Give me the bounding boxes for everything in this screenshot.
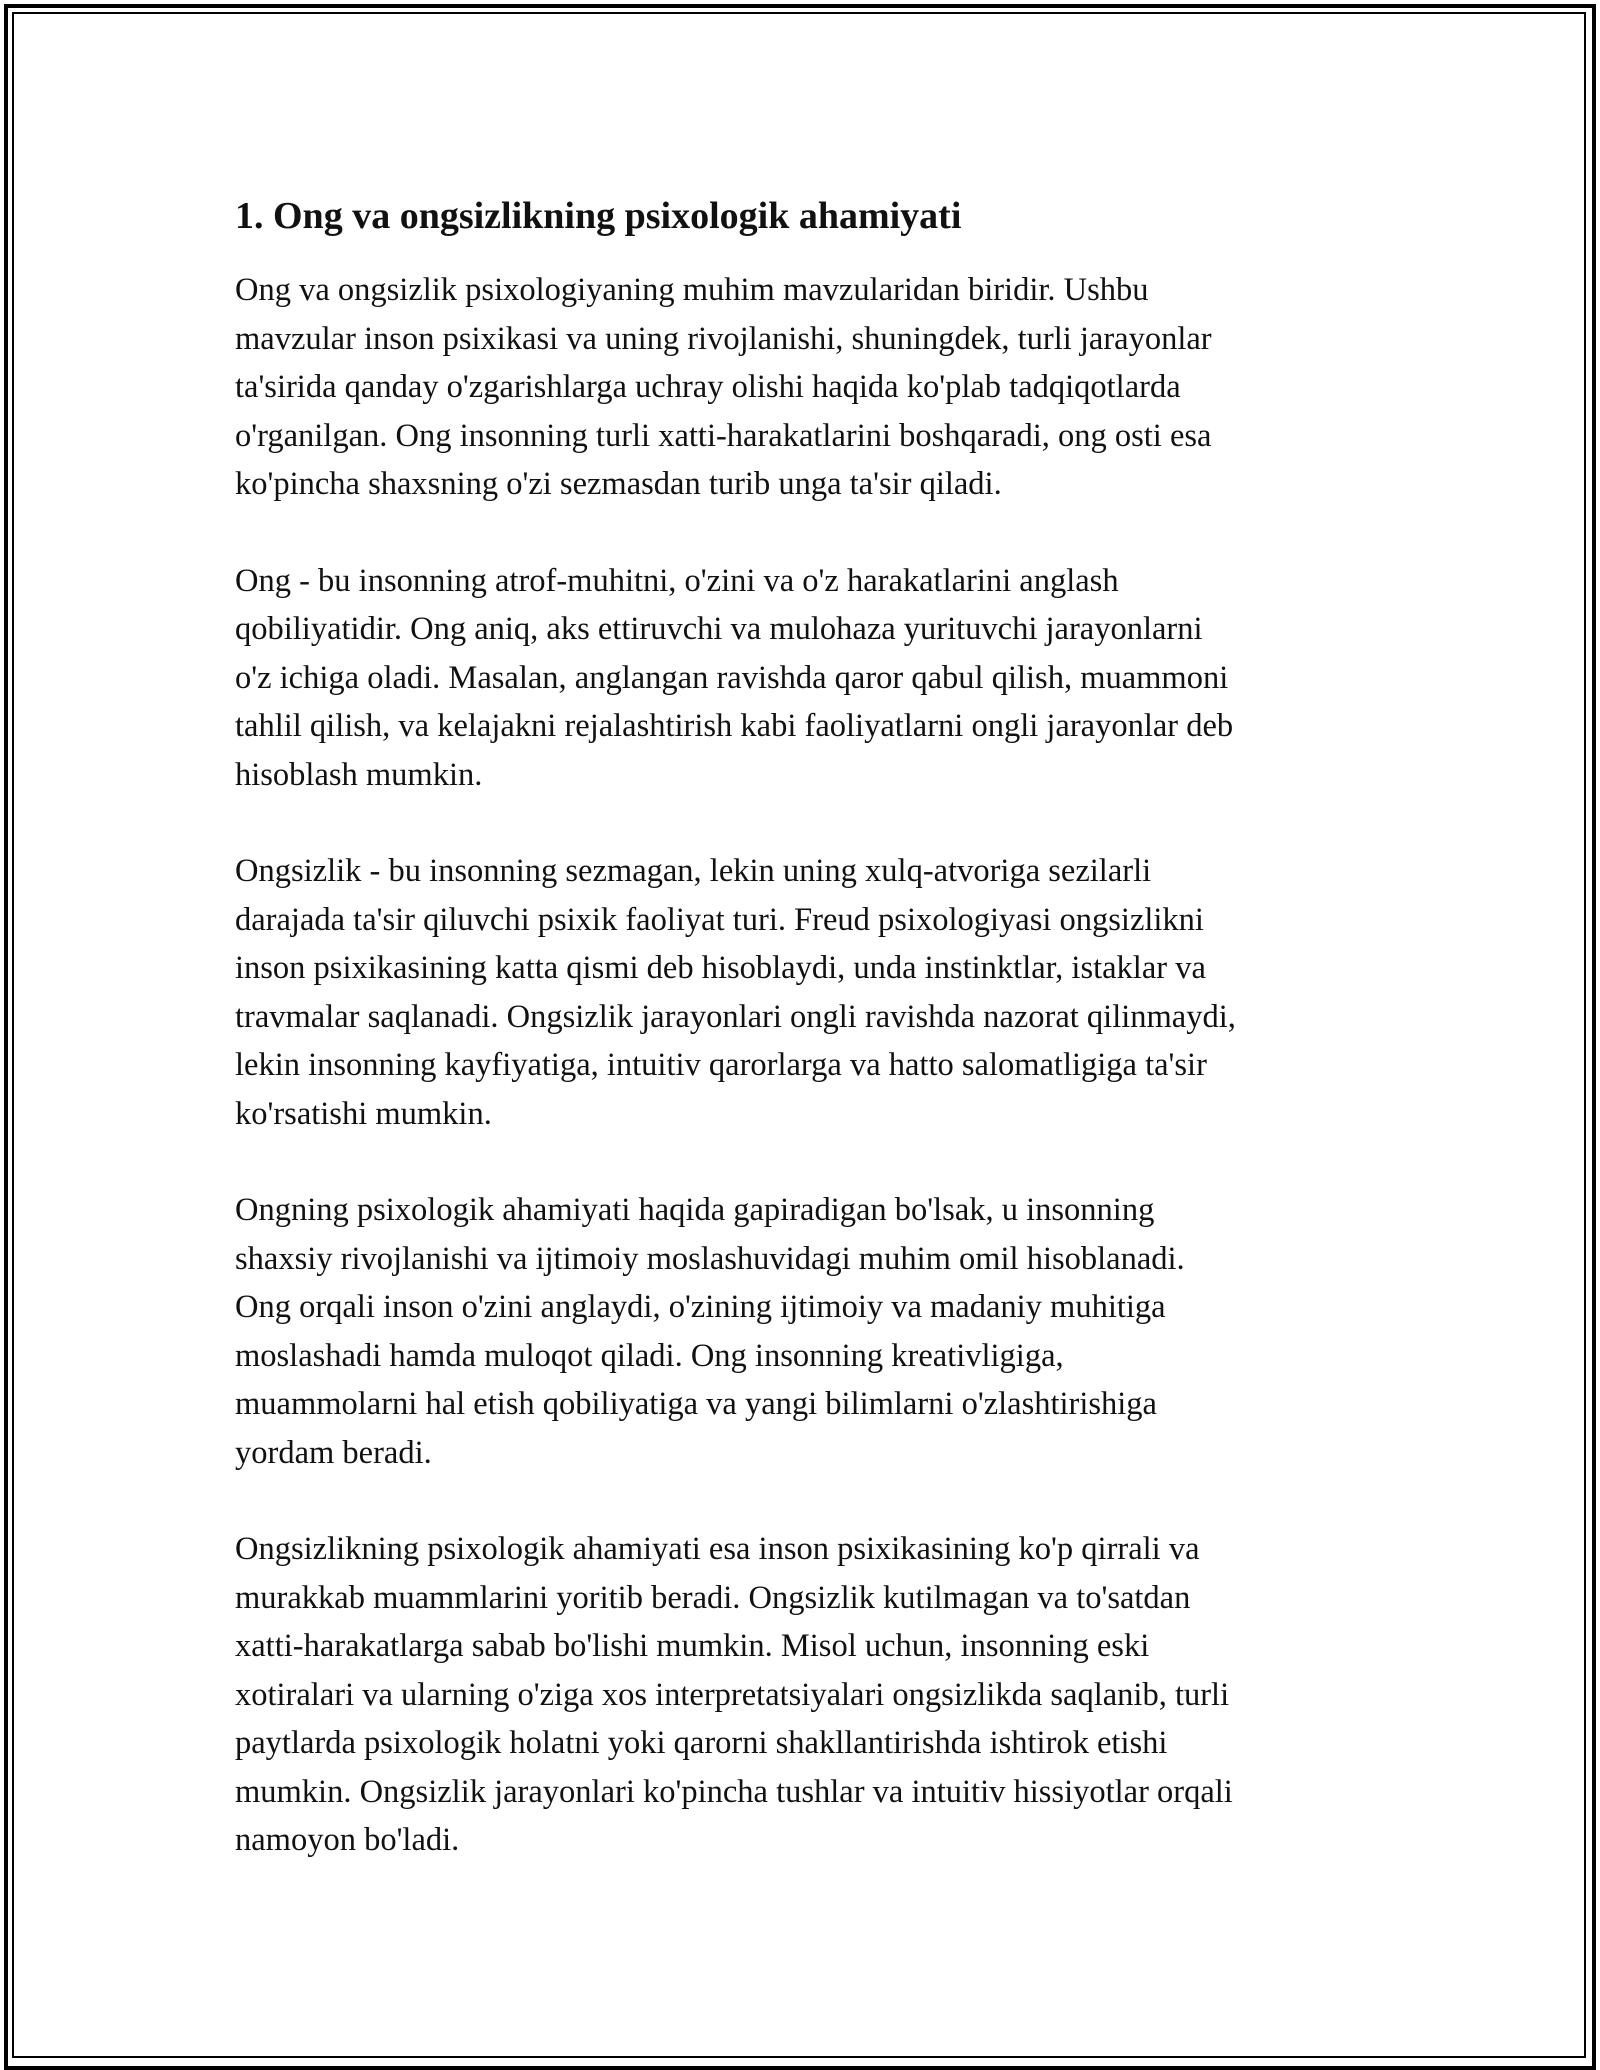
paragraph-5: Ongsizlikning psixologik ahamiyati esa inson psixikasining ko'p qirrali va murakkab muammlarini yoritib beradi. Ongsizlik kutilmagan va to'satdan xatti-harakatlarga sabab bo'lishi mumkin. Misol uchun, insonning eski xotiralari va ularning o'ziga xos interpretatsiyalari ongsizlikda saqlanib, turli paytlarda psixologik holatni yoki qarorni shakllantirishda ishtirok etishi mumkin. Ongsizlik jarayonlari ko'pincha tushlar va intuitiv hissiyotlar orqali namoyon bo'ladi. — [235, 1531, 1233, 1858]
paragraph-1: Ong va ongsizlik psixologiyaning muhim mavzularidan biridir. Ushbu mavzular inson psixikasi va uning rivojlanishi, shuningdek, turli jarayonlar ta'sirida qanday o'zgarishlarga uchray olishi haqida ko'plab tadqiqotlarda o'rganilgan. Ong insonning turli xatti-harakatlarini boshqaradi, ong osti esa ko'pincha shaxsning o'zi sezmasdan turib unga ta'sir qiladi. — [235, 272, 1212, 502]
section-heading: 1. Ong va ongsizlikning psixologik ahamiyati — [235, 195, 962, 237]
paragraph-2: Ong - bu insonning atrof-muhitni, o'zini va o'z harakatlarini anglash qobiliyatidir. Ong aniq, aks ettiruvchi va mulohaza yurituvchi jarayonlarni o'z ichiga oladi. Masalan, anglangan ravishda qaror qabul qilish, muammoni tahlil qilish, va kelajakni rejalashtirish kabi faoliyatlarni ongli jarayonlar deb hisoblash mumkin. — [235, 562, 1234, 793]
paragraph-3: Ongsizlik - bu insonning sezmagan, lekin uning xulq-atvoriga sezilarli darajada ta'sir qiluvchi psixik faoliyat turi. Freud psixologiyasi ongsizlikni inson psixikasining katta qismi deb hisoblaydi, unda instinktlar, istaklar va travmalar saqlanadi. Ongsizlik jarayonlari ongli ravishda nazorat qilinmaydi, lekin insonning kayfiyatiga, intuitiv qarorlarga va hatto salomatligiga ta'sir ko'rsatishi mumkin. — [235, 853, 1236, 1132]
paragraph-4: Ongning psixologik ahamiyati haqida gapiradigan bo'lsak, u insonning shaxsiy rivojlanishi va ijtimoiy moslashuvidagi muhim omil hisoblanadi. Ong orqali inson o'zini anglaydi, o'zining ijtimoiy va madaniy muhitiga moslashadi hamda muloqot qiladi. Ong insonning kreativligiga, muammolarni hal etish qobiliyatiga va yangi bilimlarni o'zlashtirishiga yordam beradi. — [235, 1192, 1185, 1471]
document-body — [235, 188, 1375, 1865]
